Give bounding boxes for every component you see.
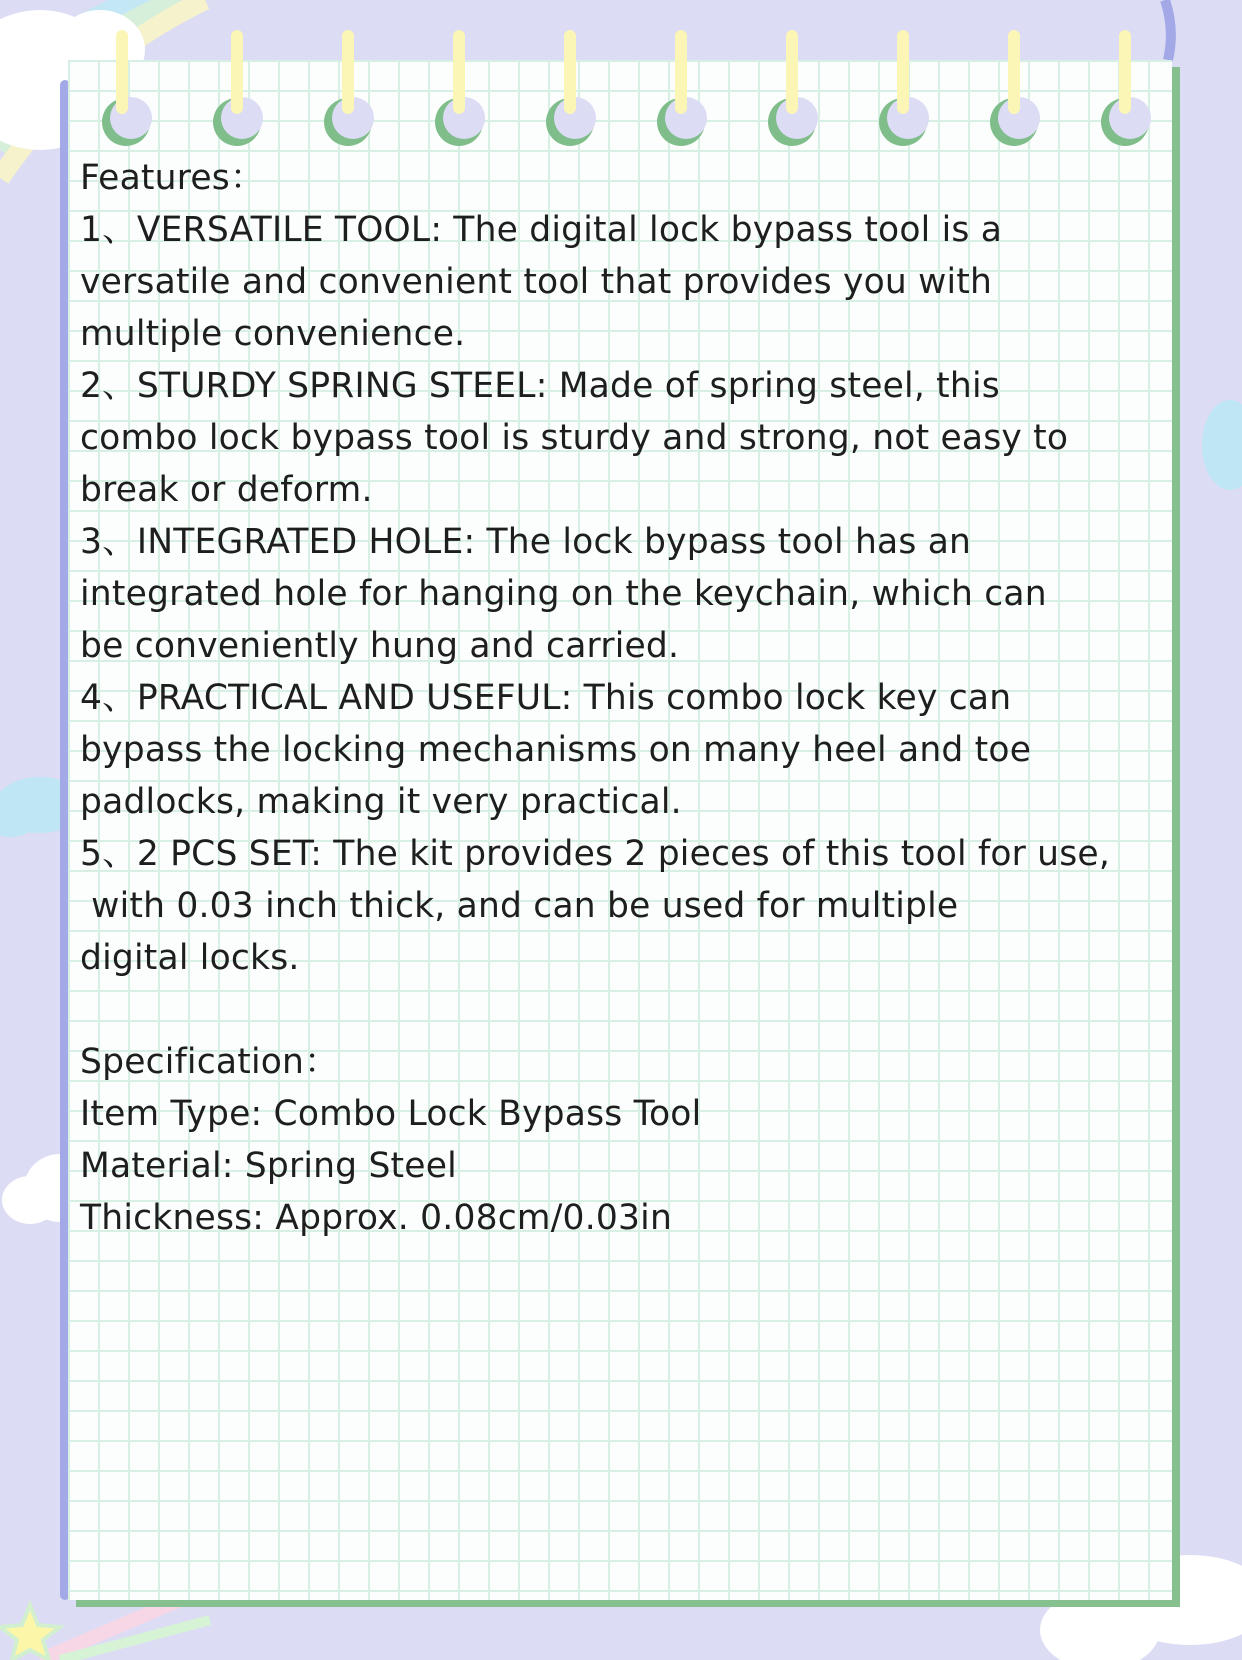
- binder-ring-icon: [102, 30, 152, 146]
- binder-ring-icon: [435, 30, 485, 146]
- binder-ring-icon: [546, 30, 596, 146]
- binder-ring-icon: [324, 30, 374, 146]
- binder-rings: [0, 0, 1242, 160]
- binder-ring-icon: [657, 30, 707, 146]
- binder-ring-icon: [1101, 30, 1151, 146]
- binder-ring-icon: [213, 30, 263, 146]
- binder-ring-icon: [990, 30, 1040, 146]
- binder-ring-icon: [768, 30, 818, 146]
- star-icon: [0, 1600, 210, 1660]
- binder-ring-icon: [879, 30, 929, 146]
- cloud-icon: [1202, 400, 1242, 490]
- product-features-text: Features： 1、VERSATILE TOOL: The digital lock bypass tool is a versatile and convenient tool that provides you with multiple convenience. 2、STURDY SPRING STEEL: Made of spring steel, this combo lock bypass tool is sturdy and strong, not easy to break or deform. 3、INTEGRATED HOLE: The lock bypass tool has an integrated hole for hanging on the keychain, which can be conveniently hung and carried. 4、PRACTICAL AND USEFUL: This combo lock key can bypass the locking mechanisms on many heel and toe padlocks, making it very practical. 5、2 PCS SET: The kit provides 2 pieces of this tool for use, with 0.03 inch thick, and can be used for multiple digital locks. Specification： Item Type: Combo Lock Bypass Tool Material: Spring Steel Thickness: Approx. 0.08cm/0.03in: [80, 158, 1111, 1238]
